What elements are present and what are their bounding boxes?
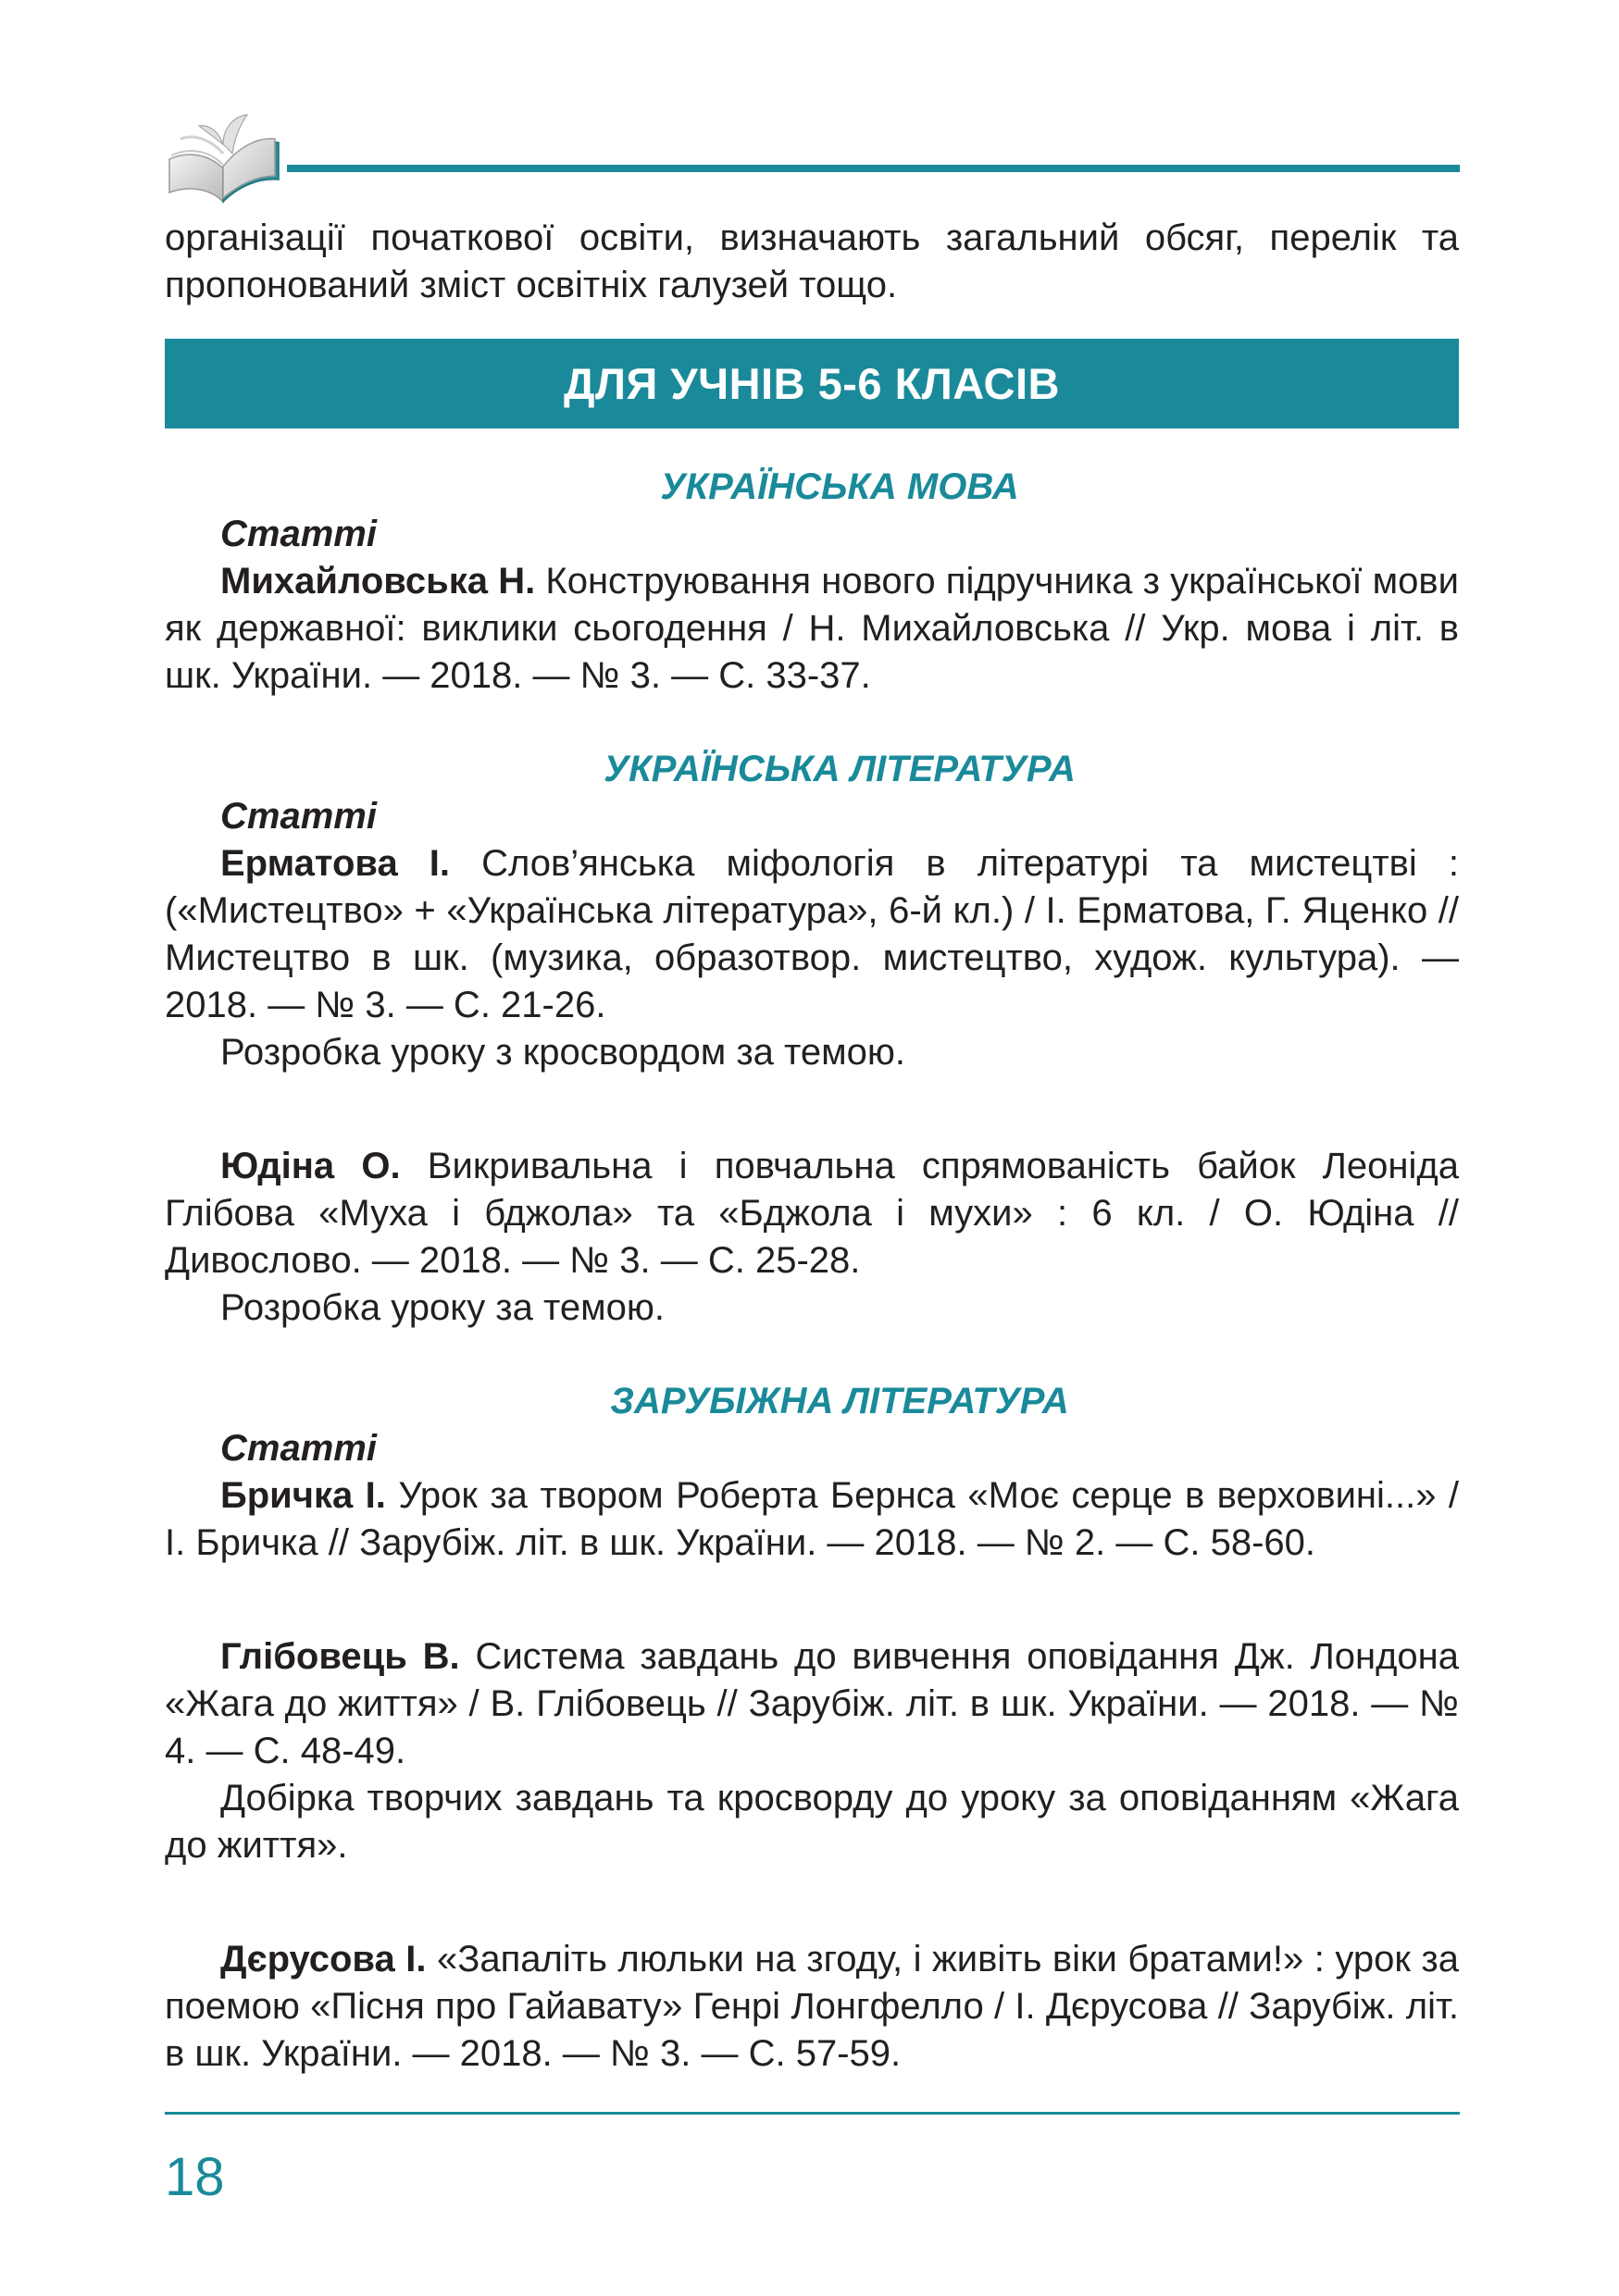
header-rule [287, 165, 1460, 172]
section-title-ukrainian-language: УКРАЇНСЬКА МОВА [660, 466, 1019, 507]
subsection-title: Статті [220, 514, 377, 554]
entry-note: Добірка творчих завдань та кросворду до уроку за оповіданням «Жага до життя». [165, 1778, 1459, 1866]
bibliography-entry [165, 1143, 1459, 1285]
page-number: 18 [165, 2147, 225, 2207]
bibliography-entry [165, 558, 1459, 700]
subsection-title: Статті [220, 1428, 377, 1469]
bibliography-entry [165, 1936, 1459, 2078]
bibliography-entry [165, 1472, 1459, 1567]
entry-note: Розробка уроку за темою. [220, 1287, 665, 1328]
footer-rule [165, 2112, 1460, 2115]
entry-text: Урок за твором Роберта Бернса «Моє серце в верховині...» / І. Бричка // Зарубіж. літ. в шк. України. — 2018. — № 2. — С. 58-60. [165, 1475, 1459, 1563]
entry-author: Дєрусова І. [220, 1939, 427, 1980]
subsection-title: Статті [220, 796, 377, 837]
entry-author: Михайловська Н. [220, 561, 536, 602]
section-banner: ДЛЯ УЧНІВ 5-6 КЛАСІВ [165, 339, 1459, 428]
entry-text: «Запаліть люльки на згоду, і живіть віки братами!» : урок за поемою «Пісня про Гайавату» Генрі Лонгфелло / І. Дєрусова // Зарубіж. літ. в шк. України. — 2018. — № 3. — С. 57-59. [165, 1939, 1459, 2074]
entry-author: Юдіна О. [220, 1146, 401, 1186]
section-title-foreign-literature: ЗАРУБІЖНА ЛІТЕРАТУРА [610, 1381, 1069, 1421]
entry-note: Розробка уроку з кросвордом за темою. [220, 1032, 905, 1073]
entry-text: Конструювання нового підручника з української мови як державної: виклики сьогодення / Н. Михайловська // Укр. мова і літ. в шк. України. — 2018. — № 3. — С. 33-37. [165, 561, 1460, 696]
entry-author: Бричка І. [220, 1475, 386, 1516]
entry-author: Ерматова І. [220, 843, 451, 884]
page-content [165, 215, 1459, 2078]
entry-text: Система завдань до вивчення оповідання Дж. Лондона «Жага до життя» / В. Глібовець // Зарубіж. літ. в шк. України. — 2018. — № 4. — С. 48-49. [165, 1636, 1459, 1771]
entry-text: Слов’янська міфологія в літературі та мистецтві : («Мистецтво» + «Українська література», 6-й кл.) / І. Ерматова, Г. Яценко // Мистецтво в шк. (музика, образотвор. мистецтво, худож. культура). — 2018. — № 3. — С. 21-26. [165, 843, 1460, 1025]
entry-author: Глібовець В. [220, 1636, 460, 1677]
bibliography-entry [165, 1633, 1459, 1775]
bibliography-entry [165, 840, 1459, 1029]
open-book-icon [162, 102, 282, 204]
section-title-ukrainian-literature: УКРАЇНСЬКА ЛІТЕРАТУРА [604, 749, 1076, 789]
intro-paragraph: організації початкової освіти, визначають загальний обсяг, перелік та пропонований зміст освітніх галузей тощо. [165, 217, 1459, 305]
entry-text: Викривальна і повчальна спрямованість байок Леоніда Глібова «Муха і бджола» та «Бджола і мухи» : 6 кл. / О. Юдіна // Дивослово. — 2018. — № 3. — С. 25-28. [165, 1146, 1459, 1281]
